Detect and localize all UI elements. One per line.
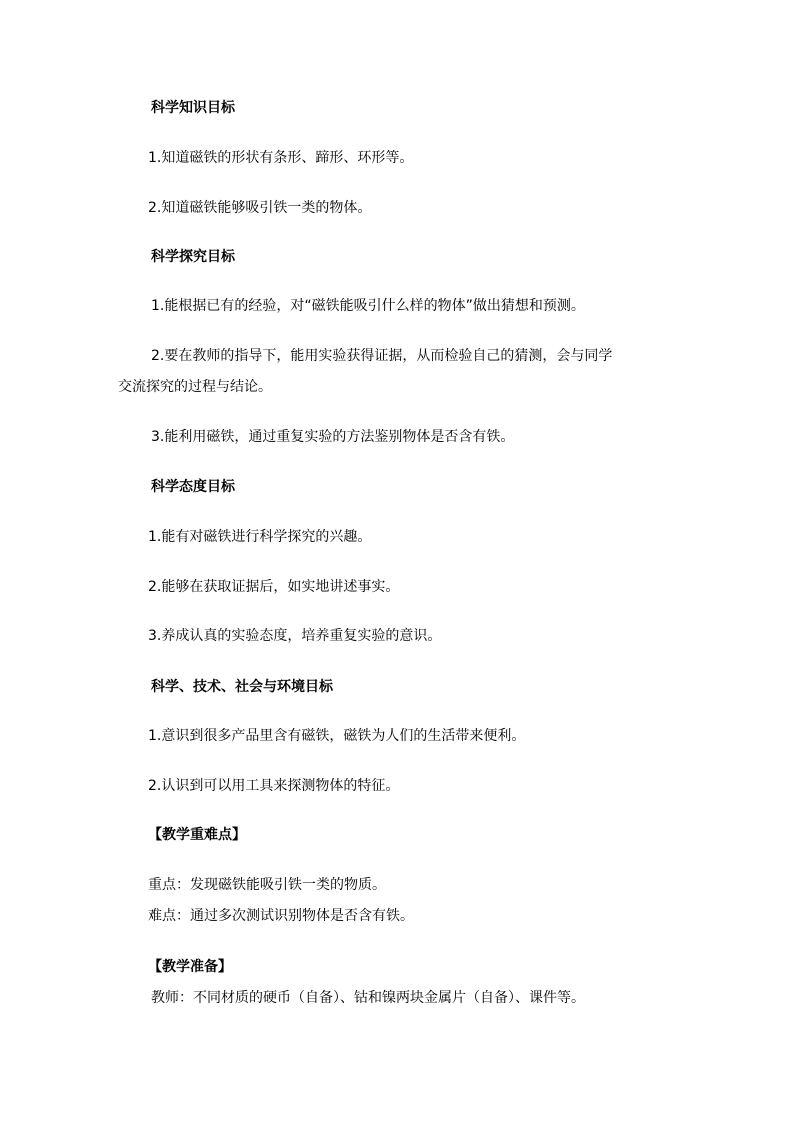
attitude-item-2: 2.能够在获取证据后，如实地讲述事实。 <box>148 579 400 595</box>
heading-knowledge: 科学知识目标 <box>151 100 235 116</box>
heading-preparation: 【教学准备】 <box>148 959 232 975</box>
heading-inquiry: 科学探究目标 <box>151 249 235 265</box>
heading-attitude: 科学态度目标 <box>151 479 235 495</box>
attitude-item-1: 1.能有对磁铁进行科学探究的兴趣。 <box>148 529 372 545</box>
inquiry-item-2: 2.要在教师的指导下，能用实验获得证据，从而检验自己的猜测，会与同学 <box>151 348 613 364</box>
preparation-item-1: 教师：不同材质的硬币（自备）、钴和镍两块金属片（自备）、课件等。 <box>151 990 585 1006</box>
knowledge-item-2: 2.知道磁铁能够吸引铁一类的物体。 <box>148 200 372 216</box>
heading-sts: 科学、技术、社会与环境目标 <box>151 679 333 695</box>
heading-key-points: 【教学重难点】 <box>148 827 246 843</box>
inquiry-item-3: 3.能利用磁铁，通过重复实验的方法鉴别物体是否含有铁。 <box>151 429 515 445</box>
key-point-difficulty: 难点：通过多次测试识别物体是否含有铁。 <box>148 908 414 924</box>
attitude-item-3: 3.养成认真的实验态度，培养重复实验的意识。 <box>148 628 442 644</box>
knowledge-item-1: 1.知道磁铁的形状有条形、蹄形、环形等。 <box>148 150 414 166</box>
inquiry-item-2-continued: 交流探究的过程与结论。 <box>118 379 272 395</box>
key-point-focus: 重点：发现磁铁能吸引铁一类的物质。 <box>148 877 386 893</box>
inquiry-item-1: 1.能根据已有的经验，对“磁铁能吸引什么样的物体”做出猜想和预测。 <box>151 298 585 314</box>
sts-item-1: 1.意识到很多产品里含有磁铁，磁铁为人们的生活带来便利。 <box>148 728 526 744</box>
sts-item-2: 2.认识到可以用工具来探测物体的特征。 <box>148 778 400 794</box>
